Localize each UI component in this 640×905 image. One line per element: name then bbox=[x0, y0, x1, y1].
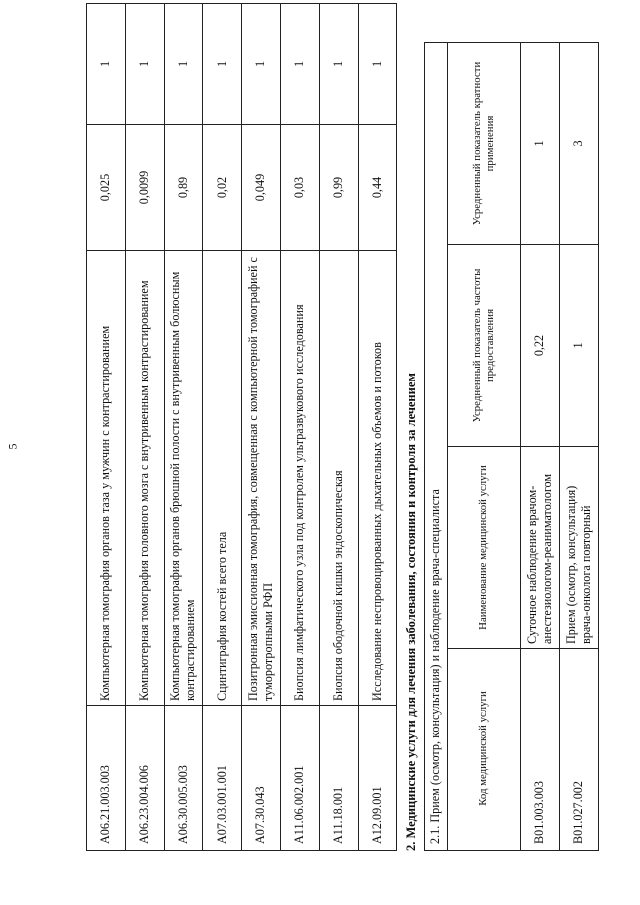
frequency-value: 0,22 bbox=[521, 244, 560, 446]
service-name: Биопсия ободочной кишки эндоскопическая bbox=[319, 250, 358, 705]
service-name: Исследование неспровоцированных дыхательных объемов и потоков bbox=[358, 250, 397, 705]
services-table bbox=[86, 3, 397, 851]
multiplicity-value: 1 bbox=[319, 3, 358, 124]
table-row bbox=[125, 3, 164, 850]
frequency-value: 0,025 bbox=[87, 124, 126, 250]
multiplicity-value: 1 bbox=[242, 3, 281, 124]
table-row bbox=[560, 42, 599, 850]
multiplicity-value: 1 bbox=[164, 3, 203, 124]
service-code: A11.18.001 bbox=[319, 705, 358, 850]
service-code: A07.03.001.001 bbox=[203, 705, 242, 850]
subsection-title: 2.1. Прием (осмотр, консультация) и наблюдение врача-специалиста bbox=[425, 42, 448, 850]
multiplicity-value: 1 bbox=[87, 3, 126, 124]
service-code: A11.06.002.001 bbox=[280, 705, 319, 850]
service-code: A07.30.043 bbox=[242, 705, 281, 850]
frequency-value: 0,03 bbox=[280, 124, 319, 250]
header-multiplicity: Усредненный показатель кратности применения bbox=[448, 42, 521, 244]
service-name: Прием (осмотр, консультация) врача-онколога повторный bbox=[560, 446, 599, 648]
consultation-table bbox=[424, 42, 599, 851]
frequency-value: 1 bbox=[560, 244, 599, 446]
service-code: A06.21.003.003 bbox=[87, 705, 126, 850]
multiplicity-value: 1 bbox=[358, 3, 397, 124]
service-name: Компьютерная томография органов брюшной полости с внутривенным болюсным контрастированием bbox=[164, 250, 203, 705]
header-frequency: Усредненный показатель частоты предоставления bbox=[448, 244, 521, 446]
table-row bbox=[203, 3, 242, 850]
table-row bbox=[242, 3, 281, 850]
rotated-page-content bbox=[20, 43, 620, 863]
frequency-value: 0,0099 bbox=[125, 124, 164, 250]
service-code: A06.30.005.003 bbox=[164, 705, 203, 850]
multiplicity-value: 1 bbox=[280, 3, 319, 124]
service-code: A12.09.001 bbox=[358, 705, 397, 850]
multiplicity-value: 1 bbox=[521, 42, 560, 244]
service-code: A06.23.004.006 bbox=[125, 705, 164, 850]
service-name: Суточное наблюдение врачом-анестезиологом-реаниматологом bbox=[521, 446, 560, 648]
service-code: B01.003.003 bbox=[521, 648, 560, 850]
frequency-value: 0,44 bbox=[358, 124, 397, 250]
frequency-value: 0,99 bbox=[319, 124, 358, 250]
frequency-value: 0,049 bbox=[242, 124, 281, 250]
table-row bbox=[87, 3, 126, 850]
table-header-row bbox=[448, 42, 521, 850]
service-name: Компьютерная томография органов таза у мужчин с контрастированием bbox=[87, 250, 126, 705]
service-name: Позитронная эмиссионная томография, совмещенная с компьютерной томографией с туморотропными РФП bbox=[242, 250, 281, 705]
multiplicity-value: 1 bbox=[203, 3, 242, 124]
frequency-value: 0,02 bbox=[203, 124, 242, 250]
header-name: Наименование медицинской услуги bbox=[448, 446, 521, 648]
table-row bbox=[280, 3, 319, 850]
table-row bbox=[164, 3, 203, 850]
page-number: 5 bbox=[5, 443, 20, 450]
service-code: B01.027.002 bbox=[560, 648, 599, 850]
service-name: Компьютерная томография головного мозга с внутривенным контрастированием bbox=[125, 250, 164, 705]
table-row bbox=[521, 42, 560, 850]
section-title: 2. Медицинские услуги для лечения заболевания, состояния и контроля за лечением bbox=[404, 372, 418, 851]
header-code: Код медицинской услуги bbox=[448, 648, 521, 850]
service-name: Сцинтиграфия костей всего тела bbox=[203, 250, 242, 705]
table-row bbox=[358, 3, 397, 850]
multiplicity-value: 3 bbox=[560, 42, 599, 244]
multiplicity-value: 1 bbox=[125, 3, 164, 124]
service-name: Биопсия лимфатического узла под контролем ультразвукового исследования bbox=[280, 250, 319, 705]
table-row bbox=[319, 3, 358, 850]
frequency-value: 0,89 bbox=[164, 124, 203, 250]
